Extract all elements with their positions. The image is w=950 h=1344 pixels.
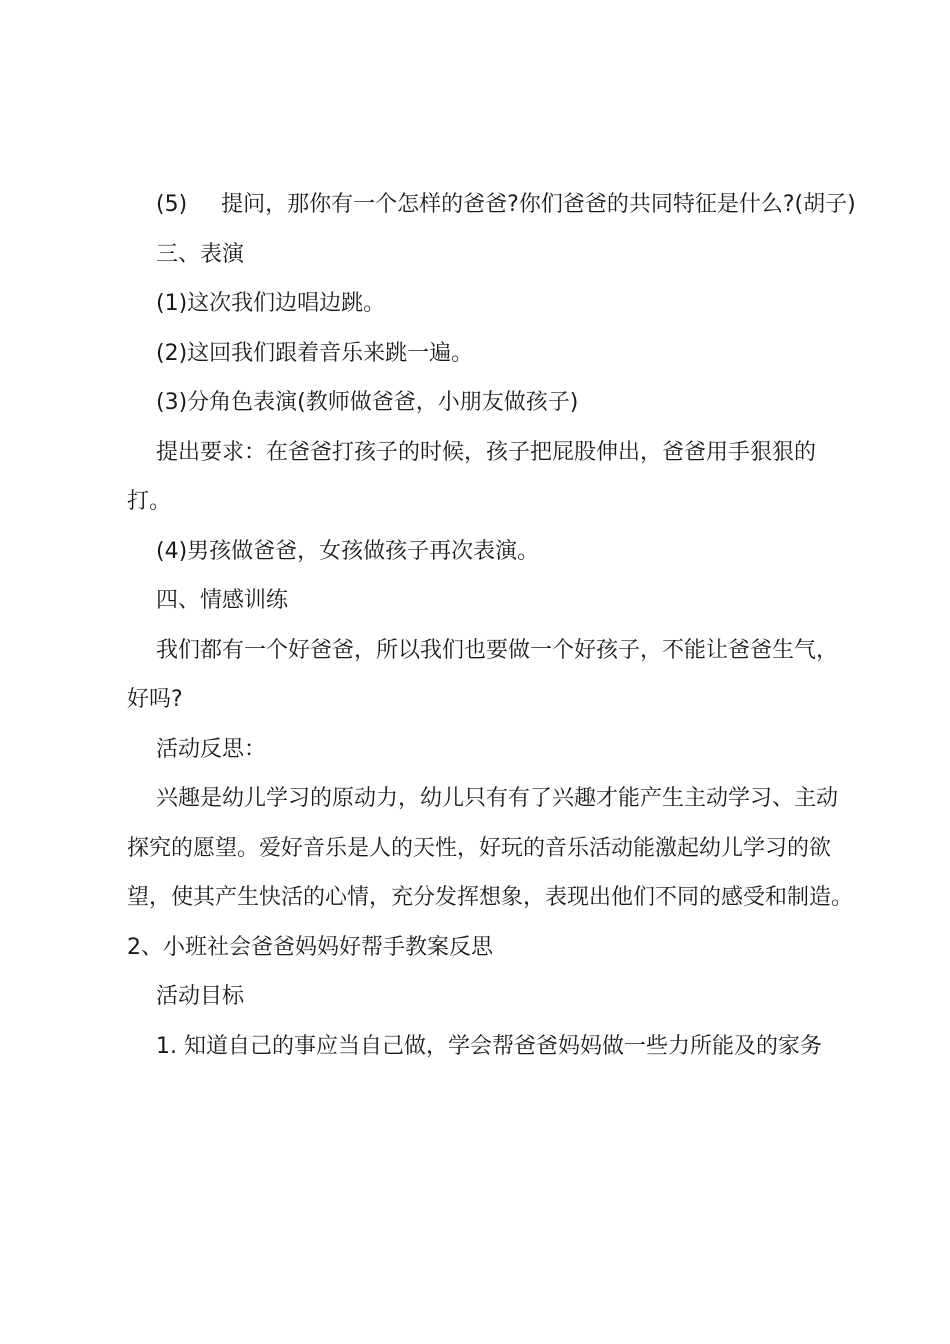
list-item: 1. 知道自己的事应当自己做，学会帮爸爸妈妈做一些力所能及的家务	[156, 1033, 822, 1059]
section-heading-performance: 三、表演	[156, 241, 245, 267]
paragraph-emotion: 我们都有一个好爸爸，所以我们也要做一个好孩子，不能让爸爸生气，好吗?	[127, 637, 839, 712]
paragraph-question-5	[127, 180, 857, 230]
paragraph-reflection: 兴趣是幼儿学习的原动力，幼儿只有有了兴趣才能产生主动学习、主动探究的愿望。爱好音乐是人的天性，好玩的音乐活动能激起幼儿学习的欲望，使其产生快活的心情，充分发挥想象，表现出他们不同的感受和制造。	[127, 786, 854, 910]
list-item: (2)这回我们跟着音乐来跳一遍。	[156, 340, 474, 366]
section-heading-goals: 活动目标	[156, 984, 245, 1009]
list-item: (3)分角色表演(教师做爸爸，小朋友做孩子)	[156, 390, 579, 415]
paragraph-requirement: 提出要求：在爸爸打孩子的时候，孩子把屁股伸出，爸爸用手狠狠的打。	[127, 439, 817, 514]
list-marker: (5)	[156, 192, 188, 217]
lesson-title: 2、小班社会爸爸妈妈好帮手教案反思	[127, 934, 493, 960]
paragraph-text: 提问，那你有一个怎样的爸爸?你们爸爸的共同特征是什么?(胡子)	[221, 192, 856, 217]
section-heading-reflection: 活动反思：	[156, 736, 267, 762]
document-body	[127, 180, 857, 1071]
list-item: (4)男孩做爸爸，女孩做孩子再次表演。	[156, 538, 540, 564]
list-item: (1)这次我们边唱边跳。	[156, 291, 386, 316]
section-heading-emotion-training: 四、情感训练	[156, 588, 289, 613]
